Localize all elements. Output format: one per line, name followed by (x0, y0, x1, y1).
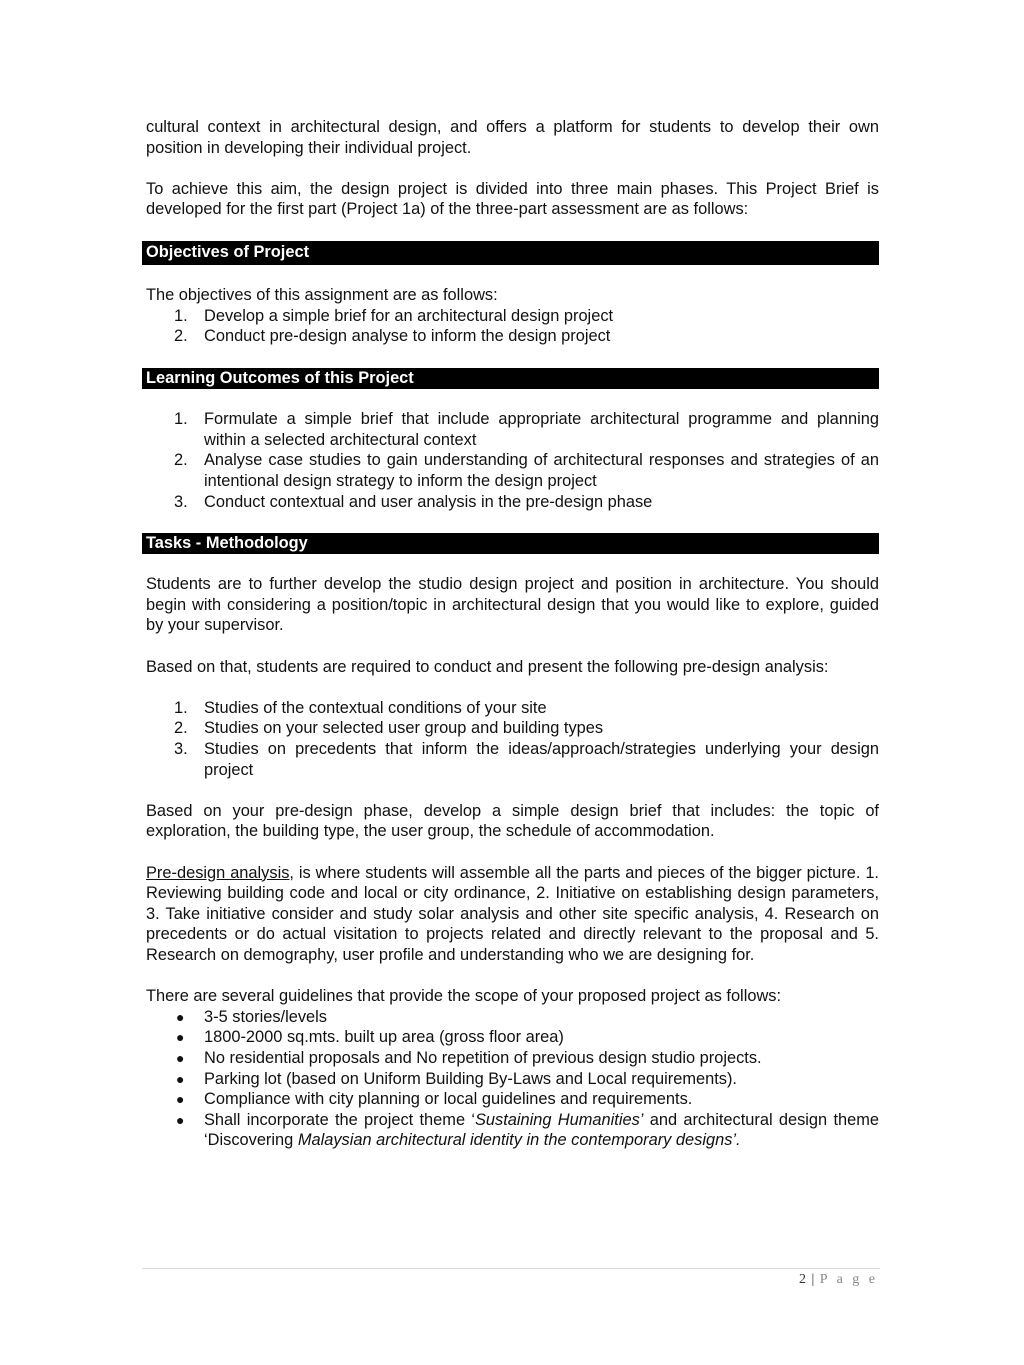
outcomes-list (146, 409, 879, 512)
objectives-lead: The objectives of this assignment are as follows: (146, 286, 498, 305)
tasks-paragraph-4: Pre-design analysis, is where students will assemble all the parts and pieces of the bigger picture. 1. Reviewing building code and local or city ordinance, 2. Initiative on establishing design parameters, 3. Take initiative consider and study solar analysis and other site specific analysis, 4. Research on precedents or do actual visitation to projects related and directly relevant to the proposal and 5. Research on demography, user profile and understanding who we are designing for. (146, 863, 879, 964)
bullet-icon: ● (176, 1070, 185, 1087)
list-item: 1. Studies of the contextual conditions of your site (174, 698, 547, 717)
bullet-icon: ● (176, 1049, 185, 1066)
objectives-list (146, 306, 879, 347)
guidelines-list (146, 1007, 879, 1151)
list-item: ● No residential proposals and No repetition of previous design studio projects. (176, 1048, 762, 1067)
analysis-list (146, 698, 879, 780)
list-item: ● Parking lot (based on Uniform Building By-Laws and Local requirements). (176, 1069, 737, 1088)
footer-divider (142, 1268, 880, 1269)
page-number: 2 (798, 1272, 807, 1287)
page-footer (799, 1272, 878, 1288)
bullet-icon: ● (176, 1008, 185, 1025)
bullet-icon: ● (176, 1111, 185, 1128)
list-item: 2. Analyse case studies to gain understanding of architectural responses and strategies of an intentional design strategy to inform the design project (174, 451, 879, 490)
bullet-icon: ● (176, 1091, 185, 1108)
list-item: 3. Conduct contextual and user analysis in the pre-design phase (174, 492, 653, 511)
tasks-paragraph-2: Based on that, students are required to conduct and present the following pre-design analysis: (146, 657, 829, 676)
list-item: 2. Conduct pre-design analyse to inform the design project (174, 327, 611, 346)
tasks-paragraph-1: Students are to further develop the studio design project and position in architecture. You should begin with considering a position/topic in architectural design that you would like to explore, guided by your supervisor. (146, 575, 879, 635)
learning-outcomes-heading: Learning Outcomes of this Project (142, 368, 879, 389)
list-item: ● Compliance with city planning or local guidelines and requirements. (176, 1090, 693, 1109)
list-item: ● 3-5 stories/levels (176, 1007, 327, 1026)
footer-separator: | (811, 1272, 816, 1287)
tasks-paragraph-5: There are several guidelines that provide the scope of your proposed project as follows: (146, 987, 782, 1006)
bullet-icon: ● (176, 1029, 185, 1046)
intro-paragraph-2: To achieve this aim, the design project is divided into three main phases. This Project Brief is developed for the first part (Project 1a) of the three-part assessment are as follows: (146, 179, 879, 219)
tasks-paragraph-3: Based on your pre-design phase, develop a simple design brief that includes: the topic of exploration, the building type, the user group, the schedule of accommodation. (146, 801, 879, 841)
list-item: 1. Formulate a simple brief that include appropriate architectural programme and planning within a selected architectural context (174, 410, 879, 449)
page-label: P a g e (819, 1272, 878, 1287)
objectives-heading: Objectives of Project (142, 241, 879, 265)
tasks-methodology-heading: Tasks - Methodology (142, 533, 879, 554)
list-item: 3. Studies on precedents that inform the ideas/approach/strategies underlying your design project (174, 740, 879, 779)
pre-design-analysis-term: Pre-design analysis (146, 863, 290, 882)
list-item: 2. Studies on your selected user group and building types (174, 719, 604, 738)
intro-paragraph-1: cultural context in architectural design, and offers a platform for students to develop their own position in developing their individual project. (146, 118, 879, 157)
list-item: ● 1800-2000 sq.mts. built up area (gross floor area) (176, 1028, 564, 1047)
list-item: 1. Develop a simple brief for an architectural design project (174, 306, 614, 325)
list-item: ● Shall incorporate the project theme ‘Sustaining Humanities’ and architectural design theme ‘Discovering Malaysian architectural identity in the contemporary designs’. (176, 1110, 879, 1150)
document-body (146, 117, 879, 1151)
